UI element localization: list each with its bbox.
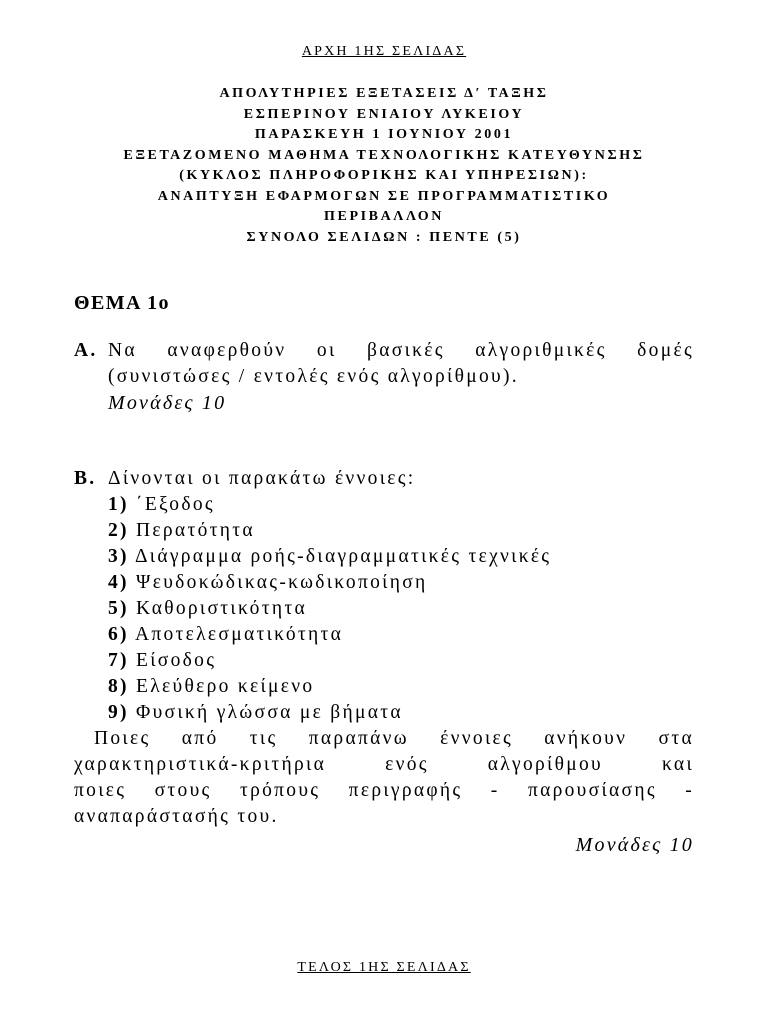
item-text: Αποτελεσματικότητα <box>134 624 344 645</box>
item-text: Ψευδοκώδικας-κωδικοποίηση <box>136 572 428 593</box>
list-item <box>108 700 694 726</box>
paragraph-line: χαρακτηριστικά-κριτήρια ενός αλγορίθμου και <box>74 754 694 775</box>
question-b-paragraph <box>74 726 694 830</box>
paragraph-line: αναπαράστασής του. <box>74 806 279 827</box>
header-line: ΑΠΟΛΥΤΗΡΙΕΣ ΕΞΕΤΑΣΕΙΣ Δ′ ΤΑΞΗΣ <box>219 86 549 101</box>
question-b-body <box>108 466 694 726</box>
list-item <box>108 544 694 570</box>
item-number: 5) <box>108 598 129 619</box>
question-b-intro: Δίνονται οι παρακάτω έννοιες: <box>108 468 416 489</box>
list-item <box>108 648 694 674</box>
header-line: ΕΞΕΤΑΖΟΜΕΝΟ ΜΑΘΗΜΑ ΤΕΧΝΟΛΟΓΙΚΗΣ ΚΑΤΕΥΘΥΝΣΗΣ <box>123 147 645 163</box>
list-item <box>108 596 694 622</box>
list-item <box>108 492 694 518</box>
paragraph-line: Ποιες από τις παραπάνω έννοιες ανήκουν στα <box>94 728 694 749</box>
item-text: Διάγραμμα ροής-διαγραμματικές τεχνικές <box>134 546 552 567</box>
list-item <box>108 622 694 648</box>
theme-title: ΘΕΜΑ 1ο <box>74 292 170 314</box>
page-end-marker: ΤΕΛΟΣ 1ΗΣ ΣΕΛΙΔΑΣ <box>297 960 471 975</box>
item-number: 6) <box>108 624 129 645</box>
item-text: Περατότητα <box>136 520 255 541</box>
item-text: Καθοριστικότητα <box>136 598 308 619</box>
question-a-body <box>108 338 694 416</box>
header-line: ΠΕΡΙΒΑΛΛΟΝ <box>324 209 444 224</box>
exam-header <box>0 84 768 248</box>
question-a-line: Να αναφερθούν οι βασικές αλγοριθμικές δομές <box>108 340 694 361</box>
item-number: 9) <box>108 702 129 723</box>
list-item <box>108 674 694 700</box>
item-text: ΄Εξοδος <box>136 494 215 515</box>
header-line: ΠΑΡΑΣΚΕΥΗ 1 ΙΟΥΝΙΟΥ 2001 <box>254 127 514 142</box>
item-number: 4) <box>108 572 129 593</box>
item-text: Φυσική γλώσσα με βήματα <box>136 702 403 723</box>
list-item <box>108 570 694 596</box>
question-b-points: Μονάδες 10 <box>575 834 694 856</box>
concept-list <box>108 492 694 726</box>
header-line: ΣΥΝΟΛΟ ΣΕΛΙΔΩΝ : ΠΕΝΤΕ (5) <box>246 229 522 245</box>
header-line: ΕΣΠΕΡΙΝΟΥ ΕΝΙΑΙΟΥ ΛΥΚΕΙΟΥ <box>243 106 525 122</box>
item-number: 1) <box>108 494 129 515</box>
question-b-label: Β. <box>74 468 97 489</box>
paragraph-line: ποιες στους τρόπους περιγραφής - παρουσίασης - <box>74 780 694 801</box>
page-start-marker: ΑΡΧΗ 1ΗΣ ΣΕΛΙΔΑΣ <box>301 44 467 59</box>
question-a-label: Α. <box>74 340 98 361</box>
item-number: 7) <box>108 650 129 671</box>
item-number: 2) <box>108 520 129 541</box>
item-number: 3) <box>108 546 129 567</box>
question-a-points: Μονάδες 10 <box>108 392 227 414</box>
header-line: (ΚΥΚΛΟΣ ΠΛΗΡΟΦΟΡΙΚΗΣ ΚΑΙ ΥΠΗΡΕΣΙΩΝ): <box>179 168 589 183</box>
question-b <box>74 466 694 858</box>
header-line: ΑΝΑΠΤΥΞΗ ΕΦΑΡΜΟΓΩΝ ΣΕ ΠΡΟΓΡΑΜΜΑΤΙΣΤΙΚΟ <box>157 188 611 204</box>
list-item <box>108 518 694 544</box>
item-number: 8) <box>108 676 129 697</box>
question-a <box>74 338 694 416</box>
question-a-line: (συνιστώσες / εντολές ενός αλγορίθμου). <box>108 366 519 387</box>
item-text: Είσοδος <box>136 650 217 671</box>
item-text: Ελεύθερο κείμενο <box>136 676 315 697</box>
